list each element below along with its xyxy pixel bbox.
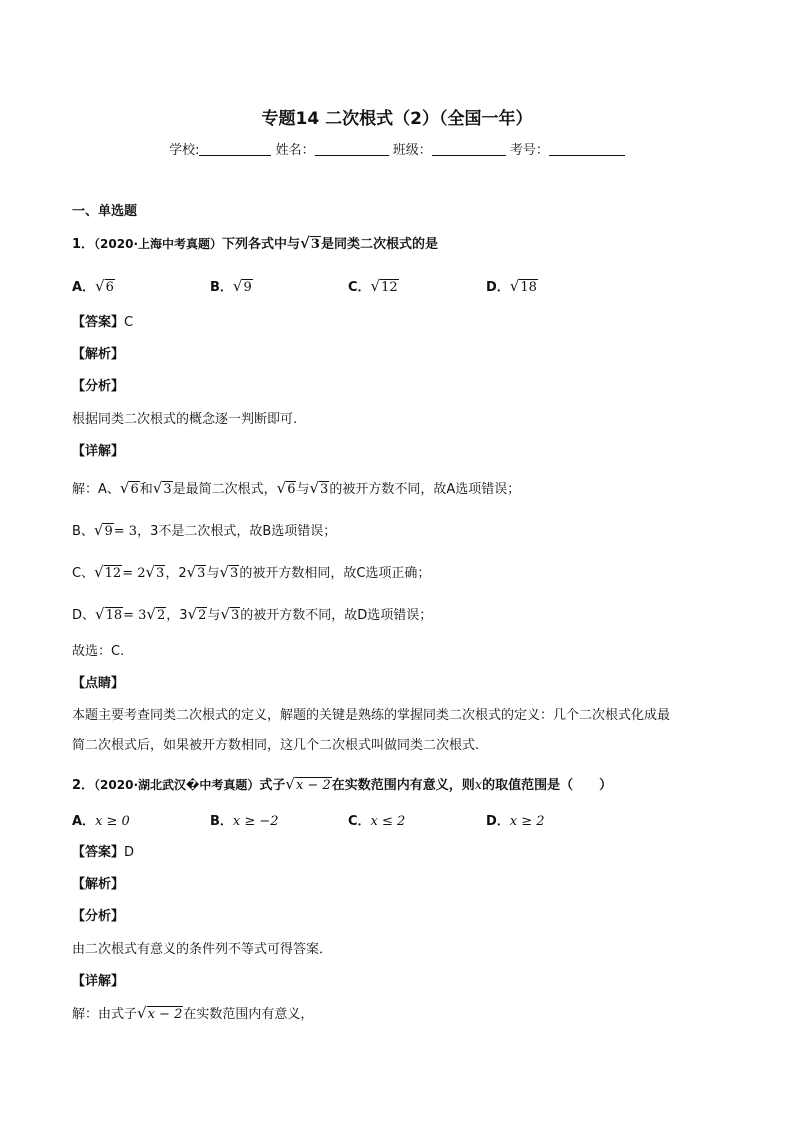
answer-value: D: [124, 845, 135, 860]
school-blank[interactable]: [199, 142, 271, 156]
fenxi-text: 根据同类二次根式的概念逐一判断即可.: [72, 412, 298, 427]
question-number: 1．: [72, 237, 95, 252]
answer-value: C: [124, 315, 134, 330]
option-b[interactable]: B．x ≥ −2: [210, 814, 279, 829]
dianjing-text-2: 简二次根式后，如果被开方数相同，这几个二次根式叫做同类二次根式.: [72, 738, 480, 753]
conclusion: 故选：C.: [72, 644, 125, 659]
question-number: 2．: [72, 778, 95, 793]
analysis-label: 【解析】: [72, 347, 125, 362]
stem-text: 是同类二次根式的是: [320, 237, 438, 252]
student-info-line: [0, 139, 794, 158]
class-blank[interactable]: [432, 142, 506, 156]
school-label: 学校:: [169, 143, 200, 158]
solution-step-a: 解：A、√6和√3是最简二次根式，√6与√3的被开方数不同，故A选项错误；: [72, 479, 521, 497]
option-d[interactable]: D．x ≥ 2: [486, 814, 545, 829]
fenxi-label: 【分析】: [72, 379, 125, 394]
exam-no-blank[interactable]: [549, 142, 625, 156]
answer-line: 【答案】C: [72, 315, 134, 330]
solution-step-c: C、√12= 2√3，2√3与√3的被开方数相同，故C选项正确；: [72, 563, 431, 581]
name-blank[interactable]: [315, 142, 389, 156]
option-a[interactable]: A．√6: [72, 277, 114, 295]
question-2-options: [72, 812, 624, 832]
question-2-stem: 2．（2020·湖北武汉�中考真题）式子√x − 2在实数范围内有意义，则x的取值范围是（ ）: [72, 775, 613, 793]
solution-step-b: B、√9= 3，3不是二次根式，故B选项错误；: [72, 521, 337, 539]
question-1-options: [72, 276, 624, 298]
fenxi-text: 由二次根式有意义的条件列不等式可得答案．: [72, 942, 333, 957]
xiangjie-label: 【详解】: [72, 444, 125, 459]
option-c[interactable]: C．√12: [348, 277, 398, 295]
name-label: 姓名：: [275, 143, 315, 158]
class-label: 班级：: [392, 143, 432, 158]
sqrt-3: √3: [300, 234, 320, 252]
page-title: 专题14 二次根式（2）（全国一年）: [261, 109, 533, 129]
dianjing-label: 【点睛】: [72, 676, 125, 691]
question-source: （2020·湖北武汉�中考真题）: [94, 778, 260, 792]
xiangjie-label: 【详解】: [72, 974, 125, 989]
option-b[interactable]: B．√9: [210, 277, 252, 295]
fenxi-label: 【分析】: [72, 909, 125, 924]
dianjing-text-1: 本题主要考查同类二次根式的定义，解题的关键是熟练的掌握同类二次根式的定义：几个二次根式化成最: [72, 708, 671, 723]
option-d[interactable]: D．√18: [486, 277, 537, 295]
option-c[interactable]: C．x ≤ 2: [348, 814, 406, 829]
section-heading: 一、单选题: [72, 204, 138, 219]
option-a[interactable]: A．x ≥ 0: [72, 814, 130, 829]
analysis-label: 【解析】: [72, 877, 125, 892]
question-source: （2020·上海中考真题）: [94, 237, 223, 251]
answer-line: 【答案】D: [72, 845, 135, 860]
question-1-stem: [72, 233, 438, 255]
stem-text: 下列各式中与: [222, 237, 301, 252]
exam-no-label: 考号：: [509, 143, 549, 158]
solution-step: 解：由式子√x − 2在实数范围内有意义，: [72, 1004, 314, 1022]
solution-step-d: D、√18= 3√2，3√2与√3的被开方数不同，故D选项错误；: [72, 605, 433, 623]
